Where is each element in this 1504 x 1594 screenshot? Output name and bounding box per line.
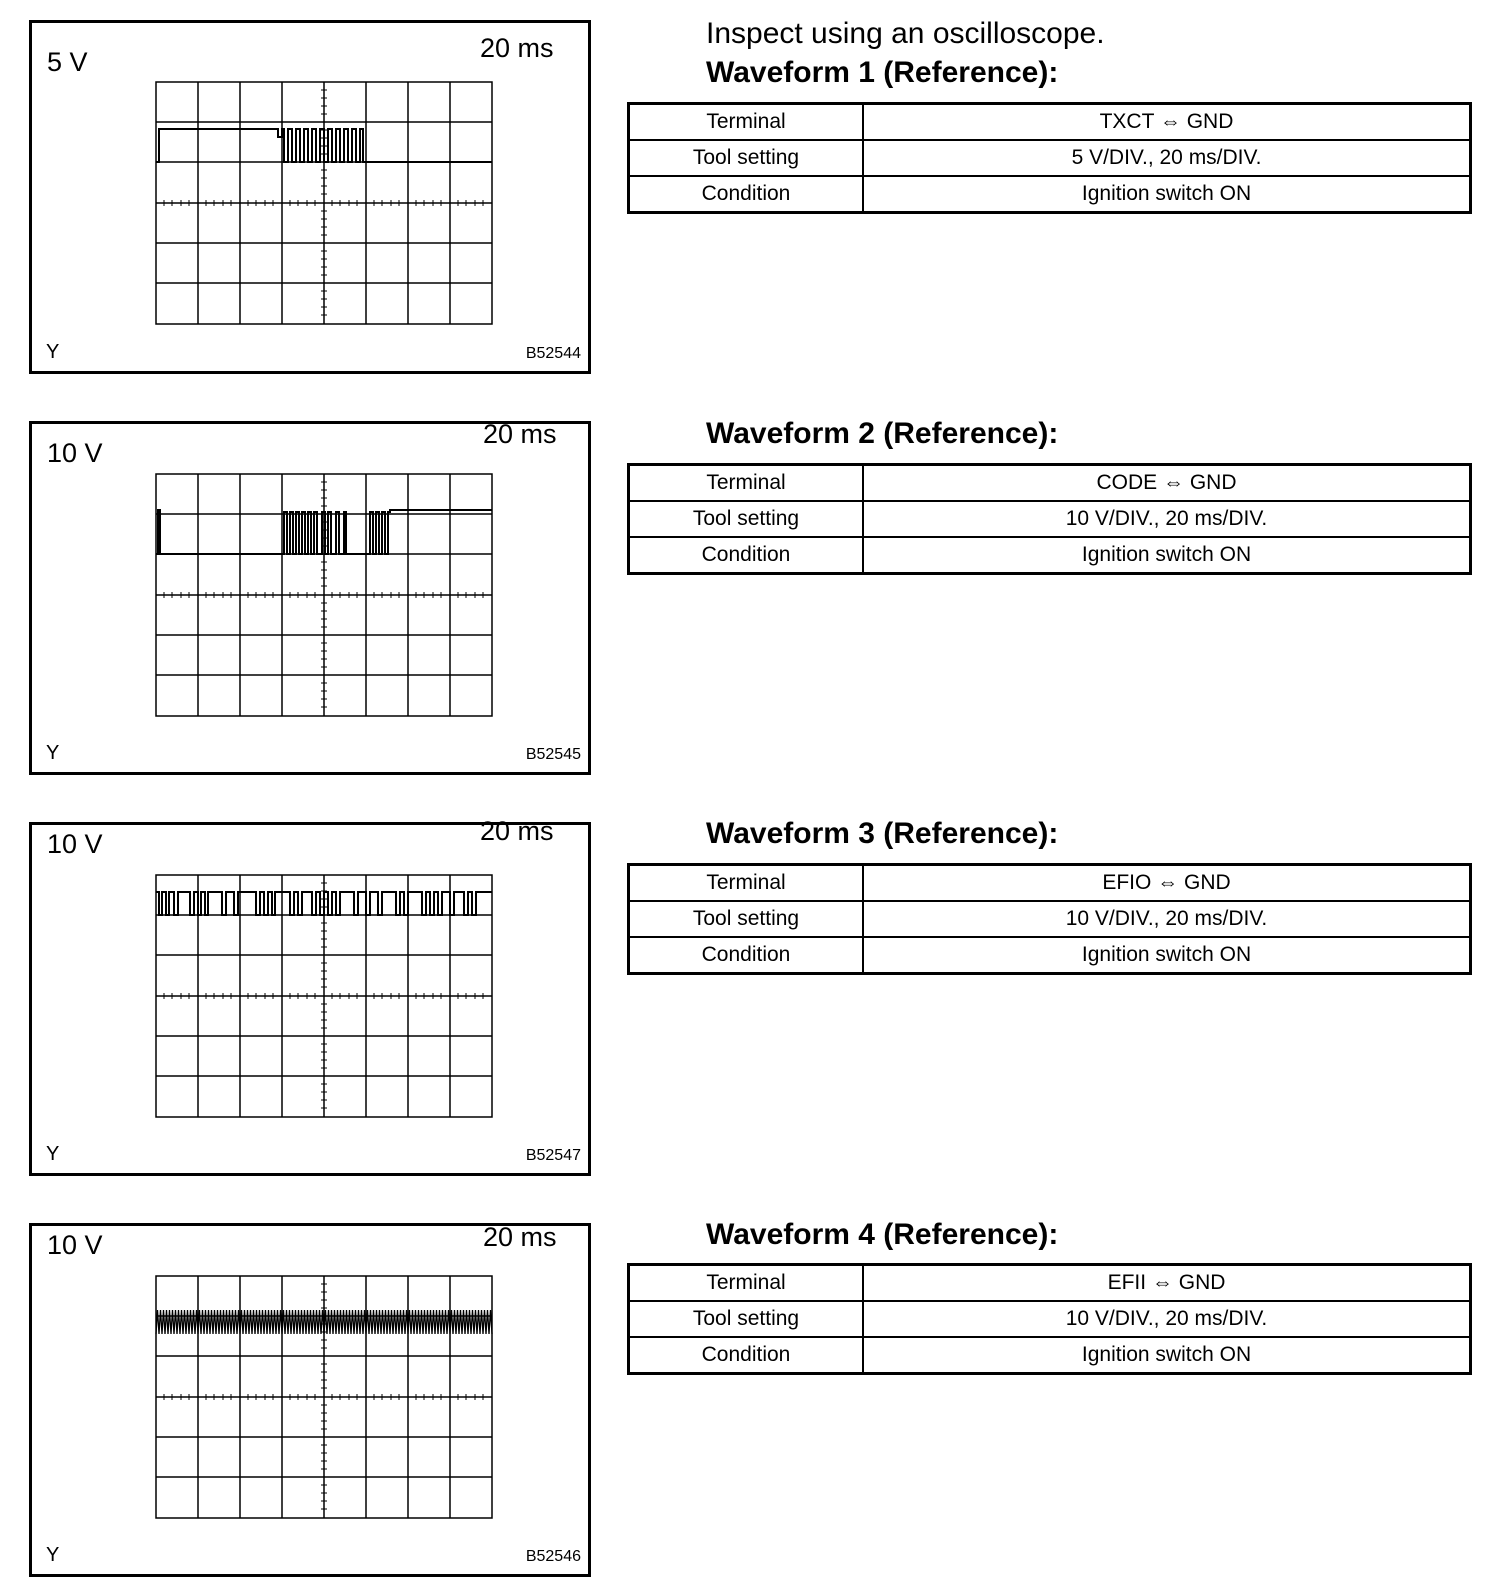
- scope-graticule-1: [32, 23, 588, 371]
- spec-table-2: [627, 463, 1472, 575]
- row-key: Tool setting: [629, 901, 864, 937]
- row-value: EFIO ⇔ GND: [863, 865, 1471, 902]
- waveform-heading-2: Waveform 2 (Reference):: [706, 417, 1059, 450]
- row-key: Terminal: [629, 1265, 864, 1302]
- intro-text: Inspect using an oscilloscope.: [706, 17, 1105, 50]
- row-value: 10 V/DIV., 20 ms/DIV.: [863, 501, 1471, 537]
- table-row: [629, 176, 1471, 213]
- row-key: Condition: [629, 937, 864, 974]
- y-axis-label: Y: [46, 742, 60, 764]
- table-row: [629, 465, 1471, 502]
- waveform-trace-2: [156, 510, 492, 554]
- waveform-heading-4: Waveform 4 (Reference):: [706, 1218, 1059, 1251]
- row-key: Condition: [629, 1337, 864, 1374]
- table-row: [629, 501, 1471, 537]
- table-row: [629, 104, 1471, 141]
- figure-id: B52545: [525, 746, 581, 763]
- time-per-div-label: 20 ms: [483, 419, 557, 449]
- table-row: [629, 140, 1471, 176]
- oscilloscope-panel-2: [29, 421, 591, 775]
- row-value: Ignition switch ON: [863, 537, 1471, 574]
- scope-graticule-2: [32, 424, 588, 772]
- time-per-div-label: 20 ms: [483, 1222, 557, 1252]
- row-key: Terminal: [629, 865, 864, 902]
- spec-table-4: [627, 1263, 1472, 1375]
- row-value: TXCT ⇔ GND: [863, 104, 1471, 141]
- figure-id: B52546: [525, 1548, 581, 1565]
- row-value: CODE ⇔ GND: [863, 465, 1471, 502]
- volts-per-div-label: 10 V: [47, 829, 103, 859]
- oscilloscope-panel-4: [29, 1223, 591, 1577]
- row-key: Tool setting: [629, 1301, 864, 1337]
- table-row: [629, 1337, 1471, 1374]
- scope-graticule-4: [32, 1226, 588, 1574]
- scope-graticule-3: [32, 825, 588, 1173]
- waveform-heading-3: Waveform 3 (Reference):: [706, 817, 1059, 850]
- spec-table-1: [627, 102, 1472, 214]
- table-row: [629, 865, 1471, 902]
- row-key: Tool setting: [629, 501, 864, 537]
- volts-per-div-label: 10 V: [47, 1230, 103, 1260]
- time-per-div-label: 20 ms: [480, 816, 554, 846]
- row-key: Terminal: [629, 104, 864, 141]
- y-axis-label: Y: [46, 1544, 60, 1566]
- table-row: [629, 901, 1471, 937]
- row-value: Ignition switch ON: [863, 176, 1471, 213]
- time-per-div-label: 20 ms: [480, 33, 554, 63]
- oscilloscope-panel-1: [29, 20, 591, 374]
- row-value: 10 V/DIV., 20 ms/DIV.: [863, 1301, 1471, 1337]
- waveform-heading-1: Waveform 1 (Reference):: [706, 56, 1059, 89]
- table-row: [629, 1265, 1471, 1302]
- spec-table-3: [627, 863, 1472, 975]
- row-key: Terminal: [629, 465, 864, 502]
- waveform-trace-3: [156, 892, 492, 915]
- volts-per-div-label: 10 V: [47, 438, 103, 468]
- table-row: [629, 537, 1471, 574]
- row-value: EFII ⇔ GND: [863, 1265, 1471, 1302]
- table-row: [629, 937, 1471, 974]
- table-row: [629, 1301, 1471, 1337]
- row-key: Condition: [629, 176, 864, 213]
- row-value: Ignition switch ON: [863, 1337, 1471, 1374]
- row-key: Condition: [629, 537, 864, 574]
- oscilloscope-panel-3: [29, 816, 591, 1176]
- row-key: Tool setting: [629, 140, 864, 176]
- y-axis-label: Y: [46, 341, 60, 363]
- y-axis-label: Y: [46, 1143, 60, 1165]
- figure-id: B52547: [525, 1147, 581, 1164]
- row-value: 5 V/DIV., 20 ms/DIV.: [863, 140, 1471, 176]
- volts-per-div-label: 5 V: [47, 47, 88, 77]
- row-value: 10 V/DIV., 20 ms/DIV.: [863, 901, 1471, 937]
- row-value: Ignition switch ON: [863, 937, 1471, 974]
- waveform-trace-1: [156, 129, 492, 162]
- figure-id: B52544: [525, 345, 581, 362]
